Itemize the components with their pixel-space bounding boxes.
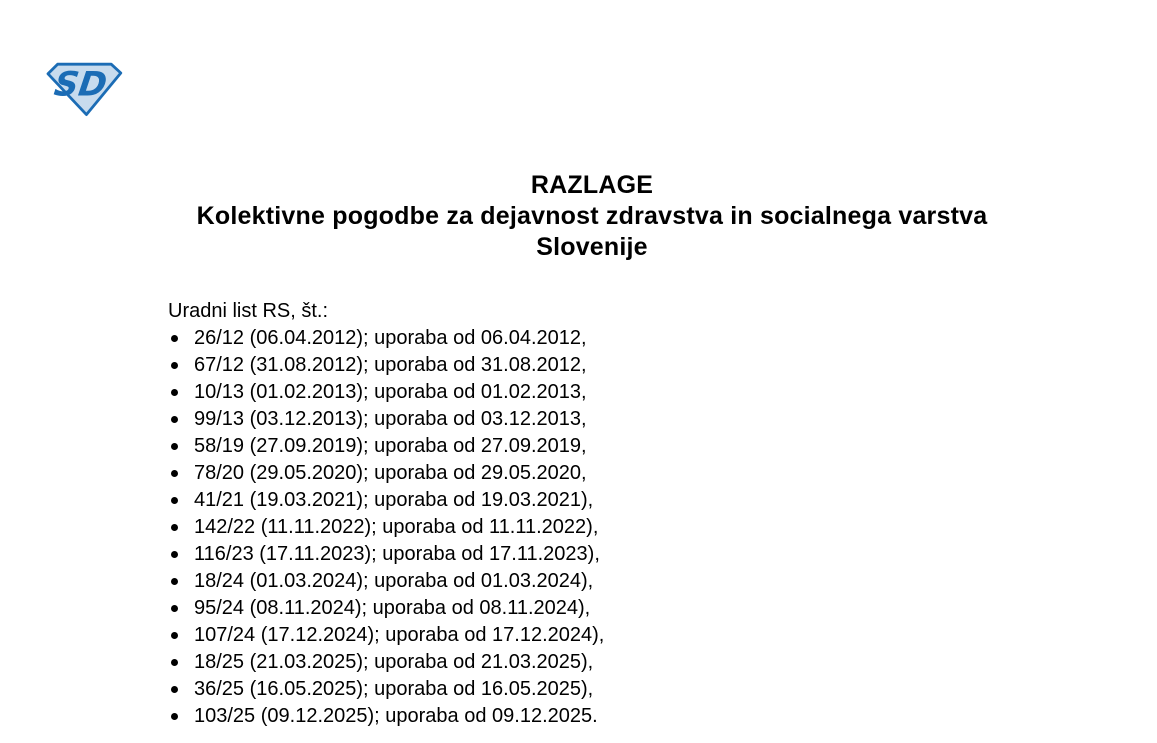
list-item [168, 379, 1016, 406]
bullet-icon [171, 389, 178, 396]
sd-logo [44, 60, 124, 118]
list-item [168, 676, 1016, 703]
list-item-text: 58/19 (27.09.2019); uporaba od 27.09.2019, [194, 435, 587, 457]
list-item-text: 103/25 (09.12.2025); uporaba od 09.12.2025. [194, 705, 598, 727]
bullet-icon [171, 632, 178, 639]
bullet-icon [171, 362, 178, 369]
bullet-icon [171, 605, 178, 612]
list-item-text: 10/13 (01.02.2013); uporaba od 01.02.2013, [194, 381, 587, 403]
list-item-text: 107/24 (17.12.2024); uporaba od 17.12.2024), [194, 624, 605, 646]
list-item [168, 325, 1016, 352]
list-item [168, 460, 1016, 487]
list-item [168, 541, 1016, 568]
list-item-text: 18/25 (21.03.2025); uporaba od 21.03.2025), [194, 651, 594, 673]
list-intro: Uradni list RS, št.: [168, 300, 329, 322]
list-item [168, 487, 1016, 514]
list-item-text: 99/13 (03.12.2013); uporaba od 03.12.2013, [194, 408, 587, 430]
title-line-3: Slovenije [536, 233, 648, 261]
list-item [168, 595, 1016, 622]
logo-letters: SD [51, 64, 110, 104]
list-item [168, 352, 1016, 379]
list-item-text: 95/24 (08.11.2024); uporaba od 08.11.2024), [194, 597, 591, 619]
bullet-icon [171, 551, 178, 558]
list-item [168, 649, 1016, 676]
title-line-2: Kolektivne pogodbe za dejavnost zdravstva in socialnega varstva [196, 202, 988, 230]
title-line-1: RAZLAGE [530, 171, 654, 199]
bullet-icon [171, 578, 178, 585]
document-title [168, 170, 1016, 263]
list-item-text: 142/22 (11.11.2022); uporaba od 11.11.2022), [194, 516, 599, 538]
list-item-text: 78/20 (29.05.2020); uporaba od 29.05.2020, [194, 462, 587, 484]
bullet-icon [171, 443, 178, 450]
bullet-icon [171, 686, 178, 693]
list-item-text: 67/12 (31.08.2012); uporaba od 31.08.2012, [194, 354, 587, 376]
bullet-icon [171, 524, 178, 531]
list-item-text: 116/23 (17.11.2023); uporaba od 17.11.2023), [194, 543, 600, 565]
sd-diamond-logo-icon [44, 60, 124, 118]
bullet-icon [171, 335, 178, 342]
document-content [168, 170, 1016, 730]
list-item-text: 36/25 (16.05.2025); uporaba od 16.05.2025), [194, 678, 594, 700]
bullet-icon [171, 713, 178, 720]
list-item [168, 514, 1016, 541]
list-item-text: 18/24 (01.03.2024); uporaba od 01.03.2024), [194, 570, 594, 592]
bullet-icon [171, 659, 178, 666]
list-item-text: 41/21 (19.03.2021); uporaba od 19.03.2021), [194, 489, 594, 511]
list-item [168, 433, 1016, 460]
list-item [168, 406, 1016, 433]
bullet-icon [171, 470, 178, 477]
gazette-list [168, 325, 1016, 730]
list-item-text: 26/12 (06.04.2012); uporaba od 06.04.2012, [194, 327, 587, 349]
list-item [168, 622, 1016, 649]
bullet-icon [171, 497, 178, 504]
list-item [168, 703, 1016, 730]
bullet-icon [171, 416, 178, 423]
list-item [168, 568, 1016, 595]
